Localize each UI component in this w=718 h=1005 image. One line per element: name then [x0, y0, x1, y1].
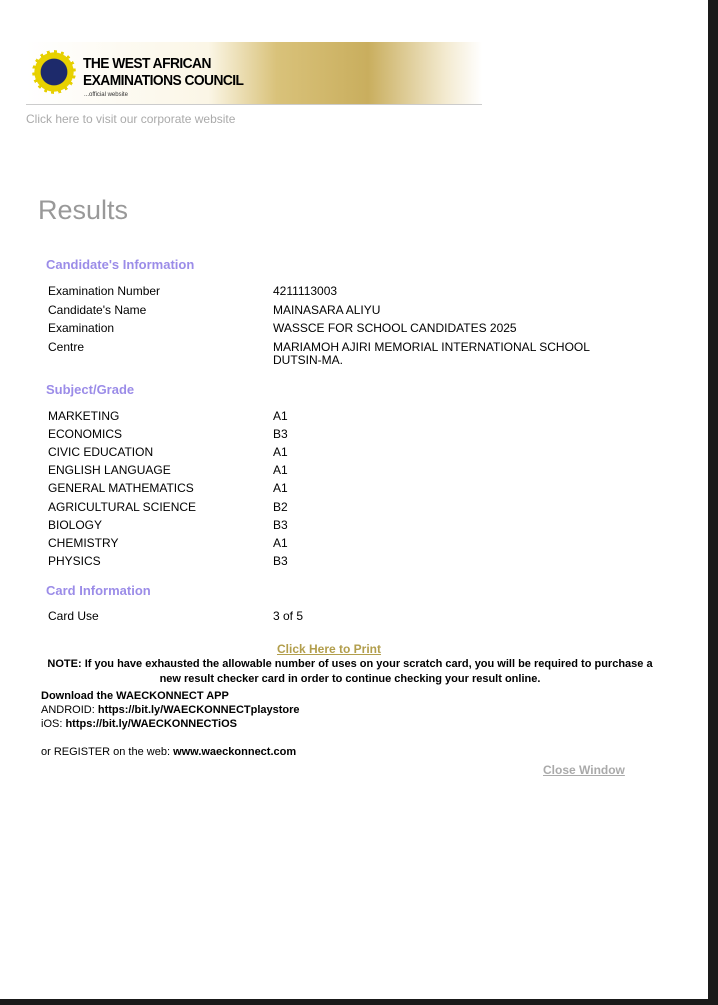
subject-name: AGRICULTURAL SCIENCE — [48, 499, 197, 514]
register-label: or REGISTER on the web: — [41, 746, 174, 758]
register-url[interactable]: www.waeckonnect.com — [173, 746, 297, 758]
subject-row — [48, 427, 288, 442]
info-value: WASSCE FOR SCHOOL CANDIDATES 2025 — [273, 321, 517, 335]
info-label: Centre — [48, 339, 85, 354]
tagline: ...official website — [84, 92, 128, 98]
subject-row — [48, 553, 288, 568]
app-download-title: Download the WAECKONNECT APP — [41, 690, 229, 702]
info-label: Examination — [48, 321, 115, 335]
info-label: Examination Number — [48, 284, 161, 298]
candidate-info-row — [48, 284, 338, 298]
subject-grade: B3 — [273, 427, 288, 442]
subject-grade: A1 — [273, 445, 288, 460]
subject-row — [48, 499, 288, 514]
candidate-info-row — [48, 302, 381, 317]
window-border-right — [708, 0, 718, 1005]
subject-grade: B3 — [273, 517, 288, 532]
subject-grade: A1 — [273, 409, 288, 423]
subject-row — [48, 445, 288, 460]
corporate-website-link[interactable]: Click here to visit our corporate website — [26, 112, 236, 126]
candidate-info-heading: Candidate's Information — [46, 257, 195, 272]
brand-name — [83, 55, 243, 89]
subject-name: CIVIC EDUCATION — [48, 445, 154, 460]
brand-line-2: EXAMINATIONS COUNCIL — [83, 72, 244, 89]
subject-name: ENGLISH LANGUAGE — [48, 463, 171, 478]
page-title: Results — [38, 195, 129, 225]
info-label: Candidate's Name — [48, 302, 147, 317]
waec-banner — [26, 42, 482, 105]
print-link[interactable]: Click Here to Print — [276, 642, 382, 656]
subject-grade: A1 — [273, 463, 288, 478]
subject-name: BIOLOGY — [48, 517, 103, 532]
subject-grade: A1 — [273, 481, 288, 496]
subject-grade: B3 — [273, 553, 288, 568]
candidate-info-row — [48, 321, 517, 335]
waec-logo-icon — [32, 50, 76, 94]
window-border-bottom — [0, 999, 718, 1005]
subject-row — [48, 409, 288, 423]
subject-row — [48, 481, 288, 496]
subject-name: MARKETING — [48, 409, 120, 423]
subject-grade: B2 — [273, 499, 288, 514]
subject-name: GENERAL MATHEMATICS — [48, 481, 194, 496]
card-use-row — [48, 609, 304, 623]
ios-label: iOS: — [41, 718, 66, 730]
scratch-card-note: NOTE: If you have exhausted the allowable number of uses on your scratch card, you will be required to purchase a new result checker card in order to continue checking your result online. — [47, 658, 653, 685]
android-url[interactable]: https://bit.ly/WAECKONNECTplaystore — [97, 704, 300, 716]
android-label: ANDROID: — [41, 704, 98, 716]
ios-line — [41, 717, 237, 732]
ios-url[interactable]: https://bit.ly/WAECKONNECTiOS — [65, 718, 237, 730]
subject-grade: A1 — [273, 535, 288, 550]
subject-row — [48, 463, 288, 478]
card-use-value: 3 of 5 — [273, 609, 304, 623]
android-line — [41, 703, 300, 718]
subject-row — [48, 517, 288, 532]
close-window-link[interactable]: Close Window — [543, 763, 625, 777]
info-value: 4211113003 — [273, 284, 338, 298]
subject-grade-heading: Subject/Grade — [46, 382, 135, 397]
subject-name: CHEMISTRY — [48, 535, 119, 550]
card-use-label: Card Use — [48, 609, 99, 623]
subject-row — [48, 535, 288, 550]
candidate-info-row — [48, 339, 590, 367]
register-line — [41, 745, 296, 760]
subject-name: ECONOMICS — [48, 427, 123, 442]
card-info-heading: Card Information — [46, 583, 151, 598]
info-value: MARIAMOH AJIRI MEMORIAL INTERNATIONAL SCHOOL DUTSIN-MA. — [273, 339, 590, 367]
info-value: MAINASARA ALIYU — [273, 302, 381, 317]
brand-line-1: THE WEST AFRICAN — [83, 55, 211, 72]
subject-name: PHYSICS — [48, 553, 101, 568]
